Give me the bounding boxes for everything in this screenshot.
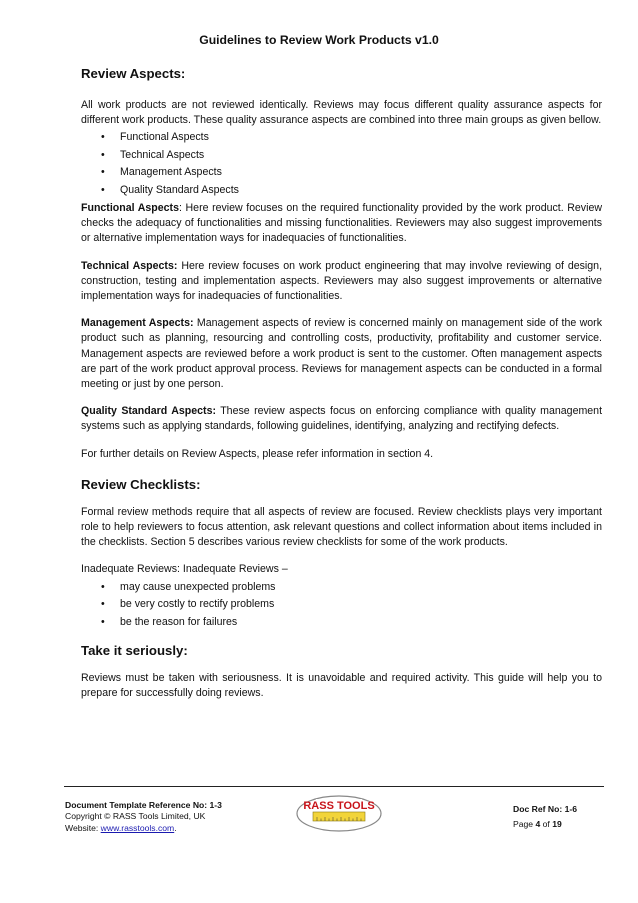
take-it-seriously-heading: Take it seriously: (81, 642, 188, 658)
review-checklists-heading: Review Checklists: (81, 476, 201, 492)
functional-aspects-text: : Here review focuses on the required functionality provided by the work product. Review checks the adequacy of functionalities and missing functionalities. Reviewers may also suggest improvements or alternative implementation ways for inadequacies of functionalities. (81, 202, 603, 245)
quality-aspects-text: These review aspects focus on enforcing compliance with quality management systems such as applying standards, following guidelines, identifying, analyzing and rectifying defects. (81, 405, 603, 433)
management-aspects-label: Management Aspects: (81, 317, 194, 330)
list-item: • Management Aspects (101, 164, 602, 181)
doc-ref-number: Doc Ref No: 1-6 (513, 804, 577, 814)
website-line (65, 823, 222, 834)
page-of: of (540, 819, 553, 829)
quality-aspects-paragraph (81, 404, 602, 434)
website-label: Website: (65, 822, 101, 833)
footer-right (513, 802, 577, 832)
page-number: 4 (535, 819, 541, 829)
functional-aspects-label: Functional Aspects (81, 202, 179, 215)
copyright-text: Copyright © RASS Tools Limited, UK (65, 811, 206, 822)
take-it-seriously-text: Reviews must be taken with seriousness. It is unavoidable and required activity. This guide will help you to prepare for successfully doing reviews. (81, 671, 602, 700)
list-item: • be the reason for failures (101, 614, 602, 631)
list-item: • Technical Aspects (101, 147, 602, 164)
website-suffix: . (174, 822, 177, 833)
logo-text: RASS TOOLS (303, 800, 375, 812)
list-item: • may cause unexpected problems (101, 579, 602, 596)
footer-left (65, 800, 222, 834)
list-item: • Functional Aspects (101, 129, 602, 146)
quality-aspects-label: Quality Standard Aspects: (81, 405, 216, 418)
page-prefix: Page (513, 819, 536, 829)
page-header-title: Guidelines to Review Work Products v1.0 (199, 33, 439, 47)
technical-aspects-label: Technical Aspects: (81, 259, 178, 272)
list-item: • Quality Standard Aspects (101, 182, 602, 199)
template-reference: Document Template Reference No: 1-3 (65, 800, 222, 810)
inadequate-list (81, 579, 602, 631)
review-aspects-heading: Review Aspects: (81, 66, 186, 81)
website-link[interactable]: www.rasstools.com (100, 822, 175, 833)
page-total: 19 (552, 819, 562, 829)
document-body (81, 66, 602, 713)
list-item: • be very costly to rectify problems (101, 596, 602, 613)
inadequate-reviews-text: Inadequate Reviews: Inadequate Reviews – (81, 563, 288, 576)
management-aspects-text: Management aspects of review is concerned mainly on management side of the work product such as planning, resourcing and controlling costs, productivity, profitability and customer service. Management aspects are reviewed before a work product is sent to the customer. Often management aspects are part of the work product approval process. Reviews for management aspects can be conducted in a formal meeting or just by one person. (81, 317, 603, 391)
page-indicator (513, 817, 577, 832)
aspects-list (81, 129, 602, 199)
rass-tools-logo (296, 795, 382, 832)
footer-divider (64, 786, 604, 787)
review-checklists-text: Formal review methods require that all aspects of review are focused. Review checklists plays very important role to help reviewers to focus attention, ask relevant questions and collect information about items included in the checklists. Section 5 describes various review checklists for some of the work products. (81, 505, 602, 549)
technical-aspects-paragraph (81, 259, 602, 305)
technical-aspects-text: Here review focuses on work product engineering that may involve reviewing of design, construction, testing and implementation aspects. Reviewers may also suggest improvements or alternative implementation ways for inadequacies of functionalities. (81, 259, 603, 303)
functional-aspects-paragraph (81, 201, 602, 247)
management-aspects-paragraph (81, 316, 602, 392)
further-details-text: For further details on Review Aspects, please refer information in section 4. (81, 447, 434, 460)
review-aspects-intro: All work products are not reviewed identically. Reviews may focus different quality assurance aspects for different work products. These quality assurance aspects are combined into three main groups as given bellow. (81, 99, 602, 127)
